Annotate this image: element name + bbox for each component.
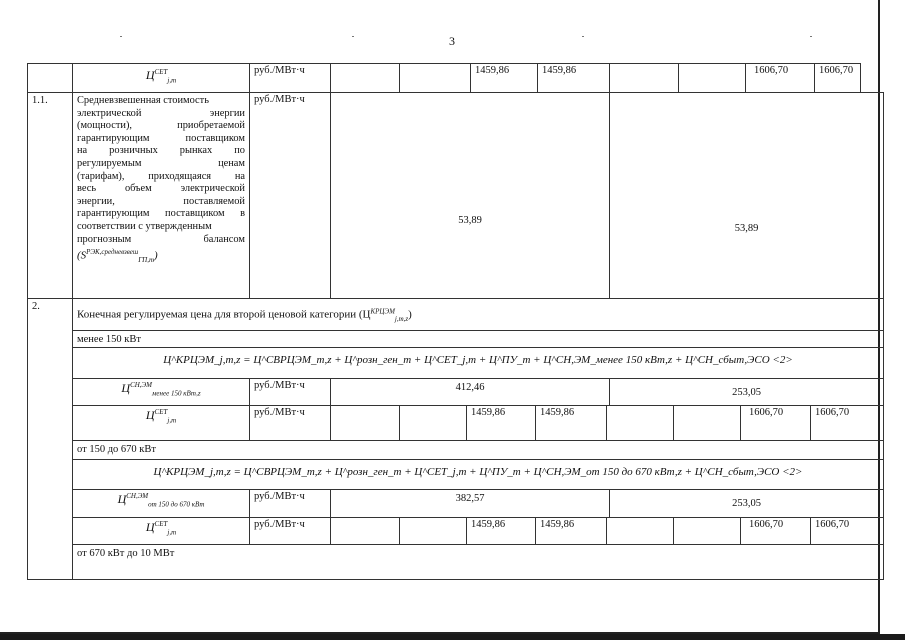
unit-cell: руб./МВт·ч xyxy=(249,405,331,441)
value-cell: 1459,86 xyxy=(466,517,536,545)
description-line: (мощности), приобретаемой xyxy=(77,120,245,132)
value-cell: 1459,86 xyxy=(537,63,610,93)
value-cell: 1459,86 xyxy=(470,63,538,93)
footnote-ref: <2> xyxy=(772,354,793,366)
value-cell: 1606,70 xyxy=(810,517,884,545)
value-cell xyxy=(399,405,467,441)
description-line: гарантирующим поставщиком в xyxy=(77,208,245,220)
formula-text: Ц^КРЦЭМ_j,m,z = Ц^СВРЦЭМ_m,z + Ц^розн_ген_m + Ц^СЕТ_j,m + Ц^ПУ_m + Ц^СН,ЭМ_менее 150 кВт,z + Ц^СН_сбыт,ЭСО xyxy=(163,354,770,366)
scan-speck xyxy=(352,36,354,37)
section-2-title: Конечная регулируемая цена для второй ценовой категории $(Ц^{КРЦЭМ}_{j,m,z})$ xyxy=(72,298,884,331)
formula-text: Ц^КРЦЭМ_j,m,z = Ц^СВРЦЭМ_m,z + Ц^розн_ген_m + Ц^СЕТ_j,m + Ц^ПУ_m + Ц^СН,ЭМ_от 150 до 670 кВт,z + Ц^СН_сбыт,ЭСО xyxy=(153,466,780,478)
value-cell: 1459,86 xyxy=(466,405,536,441)
symbol-cell: $Ц^{СЕТ}_{j,m}$ xyxy=(72,405,250,441)
value-cell: 1606,70 xyxy=(740,517,811,545)
value-left-cell: 412,46 xyxy=(330,378,610,406)
group-heading: от 670 кВт до 10 МВт xyxy=(72,544,884,580)
value-cell: 1606,70 xyxy=(740,405,811,441)
value-cell: 1606,70 xyxy=(745,63,815,93)
unit-cell: руб./МВт·ч xyxy=(249,63,331,93)
description-line: электрической энергии xyxy=(77,107,245,119)
value-cell xyxy=(330,405,400,441)
description-line: энергии, поставляемой xyxy=(77,195,245,207)
group-heading: от 150 до 670 кВт xyxy=(72,440,884,460)
scan-speck xyxy=(810,36,812,37)
symbol-cell: $Ц^{СН,ЭМ}_{менее 150 кВт,z}$ xyxy=(72,378,250,406)
value-cell xyxy=(606,405,674,441)
description-line: гарантирующим поставщиком xyxy=(77,132,245,144)
value-left-cell: 382,57 xyxy=(330,489,610,518)
value-cell xyxy=(330,517,400,545)
page-number: 3 xyxy=(449,34,455,48)
scan-speck xyxy=(120,36,122,37)
value-cell xyxy=(399,63,471,93)
value-cell xyxy=(399,517,467,545)
unit-cell: руб./МВт·ч xyxy=(249,378,331,406)
value-right-cell: 253,05 xyxy=(609,489,884,518)
unit-cell: руб./МВт·ч xyxy=(249,92,331,299)
group-heading: менее 150 кВт xyxy=(72,330,884,348)
row-1-1-description: Средневзвешенная стоимость электрической энергии (мощности), приобретаемой гарантирующим поставщиком на розничных рынках по регулируемым ценам (тарифам), приходящаяся на весь объем электрической энергии, поставляемой гарантирующим поставщиком в соответствии с утвержденным прогнозным балансом $(S^{РЭК,средневзвеш}_{ГП,m})$ xyxy=(72,92,250,299)
symbol-cell: $Ц^{СЕТ}_{j,m}$ xyxy=(72,63,250,93)
formula-row xyxy=(72,459,884,490)
row-num-2: 2. xyxy=(27,298,73,580)
value-right-cell: 53,89 xyxy=(609,92,884,299)
row-num-cell xyxy=(27,63,73,93)
value-cell xyxy=(606,517,674,545)
value-cell xyxy=(330,63,400,93)
value-cell: 1459,86 xyxy=(535,405,607,441)
description-line: соответствии с утвержденным xyxy=(77,220,212,232)
description-line: прогнозным балансом xyxy=(77,233,245,245)
value-cell xyxy=(609,63,679,93)
scan-edge xyxy=(0,634,905,640)
unit-cell: руб./МВт·ч xyxy=(249,517,331,545)
symbol-cell: $Ц^{СН,ЭМ}_{от 150 до 670 кВт}$ xyxy=(72,489,250,518)
description-line: весь объем электрической xyxy=(77,183,245,195)
formula-row xyxy=(72,347,884,379)
description-line: регулируемым ценам xyxy=(77,157,245,169)
unit-cell: руб./МВт·ч xyxy=(249,489,331,518)
value-cell: 1606,70 xyxy=(810,405,884,441)
description-line: Средневзвешенная стоимость xyxy=(77,95,209,106)
value-cell xyxy=(673,405,741,441)
value-right-cell: 253,05 xyxy=(609,378,884,406)
row-num-1-1: 1.1. xyxy=(27,92,73,299)
description-line: (тарифам), приходящаяся на xyxy=(77,170,245,182)
value-left-cell: 53,89 xyxy=(330,92,610,299)
description-line: на розничных рынках по xyxy=(77,145,245,157)
value-cell: 1606,70 xyxy=(814,63,861,93)
symbol-cell: $Ц^{СЕТ}_{j,m}$ xyxy=(72,517,250,545)
value-cell xyxy=(673,517,741,545)
value-cell xyxy=(678,63,746,93)
scan-speck xyxy=(582,36,584,37)
value-cell: 1459,86 xyxy=(535,517,607,545)
footnote-ref: <2> xyxy=(782,466,803,478)
